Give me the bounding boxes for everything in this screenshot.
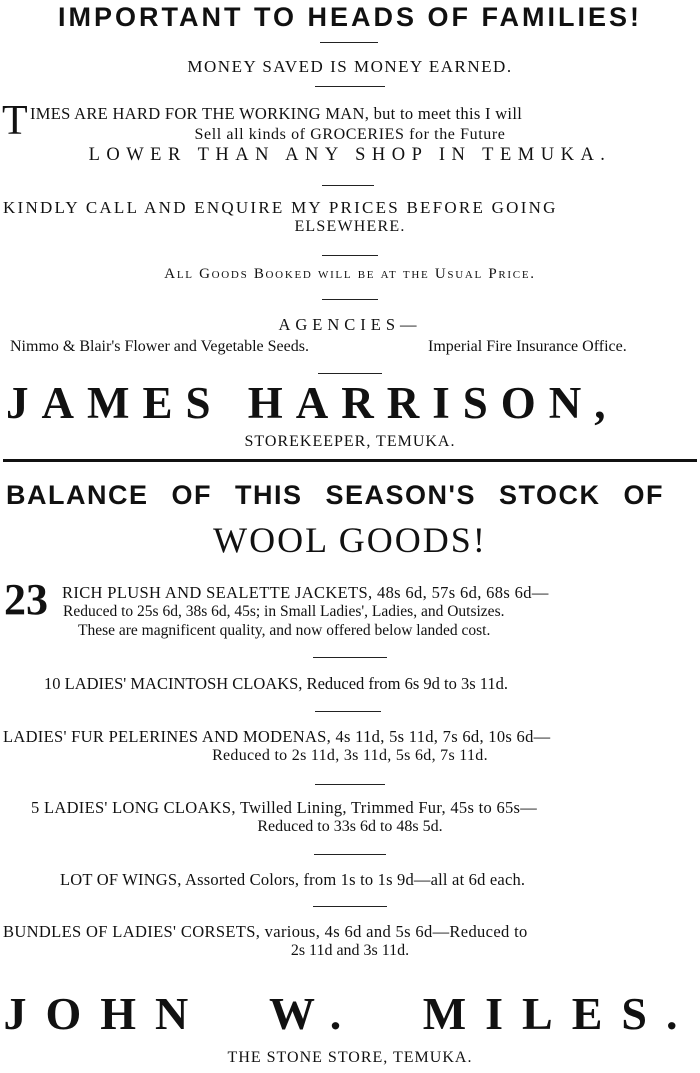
long-cloaks-line-2: Reduced to 33s 6d to 48s 5d. [257,818,443,835]
subhead-wool-goods: WOOL GOODS! [213,520,487,560]
times-line-2: Sell all kinds of GROCERIES for the Future [194,126,506,143]
goods-booked-note: All Goods Booked will be at the Usual Price. [164,266,536,282]
agency-seeds: Nimmo & Blair's Flower and Vegetable Seeds. [10,338,309,355]
corsets-line-1: BUNDLES OF LADIES' CORSETS, various, 4s 6d and 5s 6d—Reduced to [3,922,528,941]
divider [315,711,381,712]
drop-cap-t: T [2,98,28,144]
merchant-title-storekeeper: STOREKEEPER, TEMUKA. [244,433,456,450]
agency-fire-insurance: Imperial Fire Insurance Office. [428,338,627,355]
divider [322,185,374,186]
merchant-name-john-w-miles: JOHN W. MILES. [3,988,697,1039]
agencies-title: AGENCIES— [278,315,422,334]
lot-of-wings: LOT OF WINGS, Assorted Colors, from 1s to 1s 9d—all at 6d each. [60,870,526,889]
kindly-call-line-1: KINDLY CALL AND ENQUIRE MY PRICES BEFORE GOING [3,198,558,217]
divider [320,42,378,43]
divider [313,657,387,658]
long-cloaks-line-1: 5 LADIES' LONG CLOAKS, Twilled Lining, Trimmed Fur, 45s to 65s— [31,798,538,817]
headline-heads-of-families: IMPORTANT TO HEADS OF FAMILIES! [58,2,642,32]
corsets-line-2: 2s 11d and 3s 11d. [290,942,410,959]
kindly-call-line-2: ELSEWHERE. [294,218,406,235]
jackets-line-1: RICH PLUSH AND SEALETTE JACKETS, 48s 6d, 57s 6d, 68s 6d— [62,583,549,602]
divider [322,299,378,300]
headline-balance-of-stock: BALANCE OF THIS SEASON'S STOCK OF [6,480,664,510]
divider [315,86,385,87]
divider [322,255,378,256]
ad-separator-rule [3,459,697,462]
subhead-money-saved: MONEY SAVED IS MONEY EARNED. [187,57,513,76]
macintosh-cloaks: 10 LADIES' MACINTOSH CLOAKS, Reduced from 6s 9d to 3s 11d. [44,674,509,693]
merchant-title-stone-store: THE STONE STORE, TEMUKA. [227,1049,473,1066]
fur-pelerines-line-2: Reduced to 2s 11d, 3s 11d, 5s 6d, 7s 11d. [212,747,488,764]
fur-pelerines-line-1: LADIES' FUR PELERINES AND MODENAS, 4s 11d, 5s 11d, 7s 6d, 10s 6d— [3,727,551,746]
times-line-3: LOWER THAN ANY SHOP IN TEMUKA. [88,145,612,165]
divider [314,854,386,855]
divider [318,373,382,374]
jackets-line-3: These are magnificent quality, and now offered below landed cost. [78,622,491,639]
jackets-count: 23 [4,575,48,624]
divider [315,784,385,785]
jackets-line-2: Reduced to 25s 6d, 38s 6d, 45s; in Small Ladies', Ladies, and Outsizes. [63,603,505,620]
merchant-name-james-harrison: JAMES HARRISON, [6,378,619,428]
divider [313,906,387,907]
times-line-1: IMES ARE HARD FOR THE WORKING MAN, but to meet this I will [30,104,523,123]
